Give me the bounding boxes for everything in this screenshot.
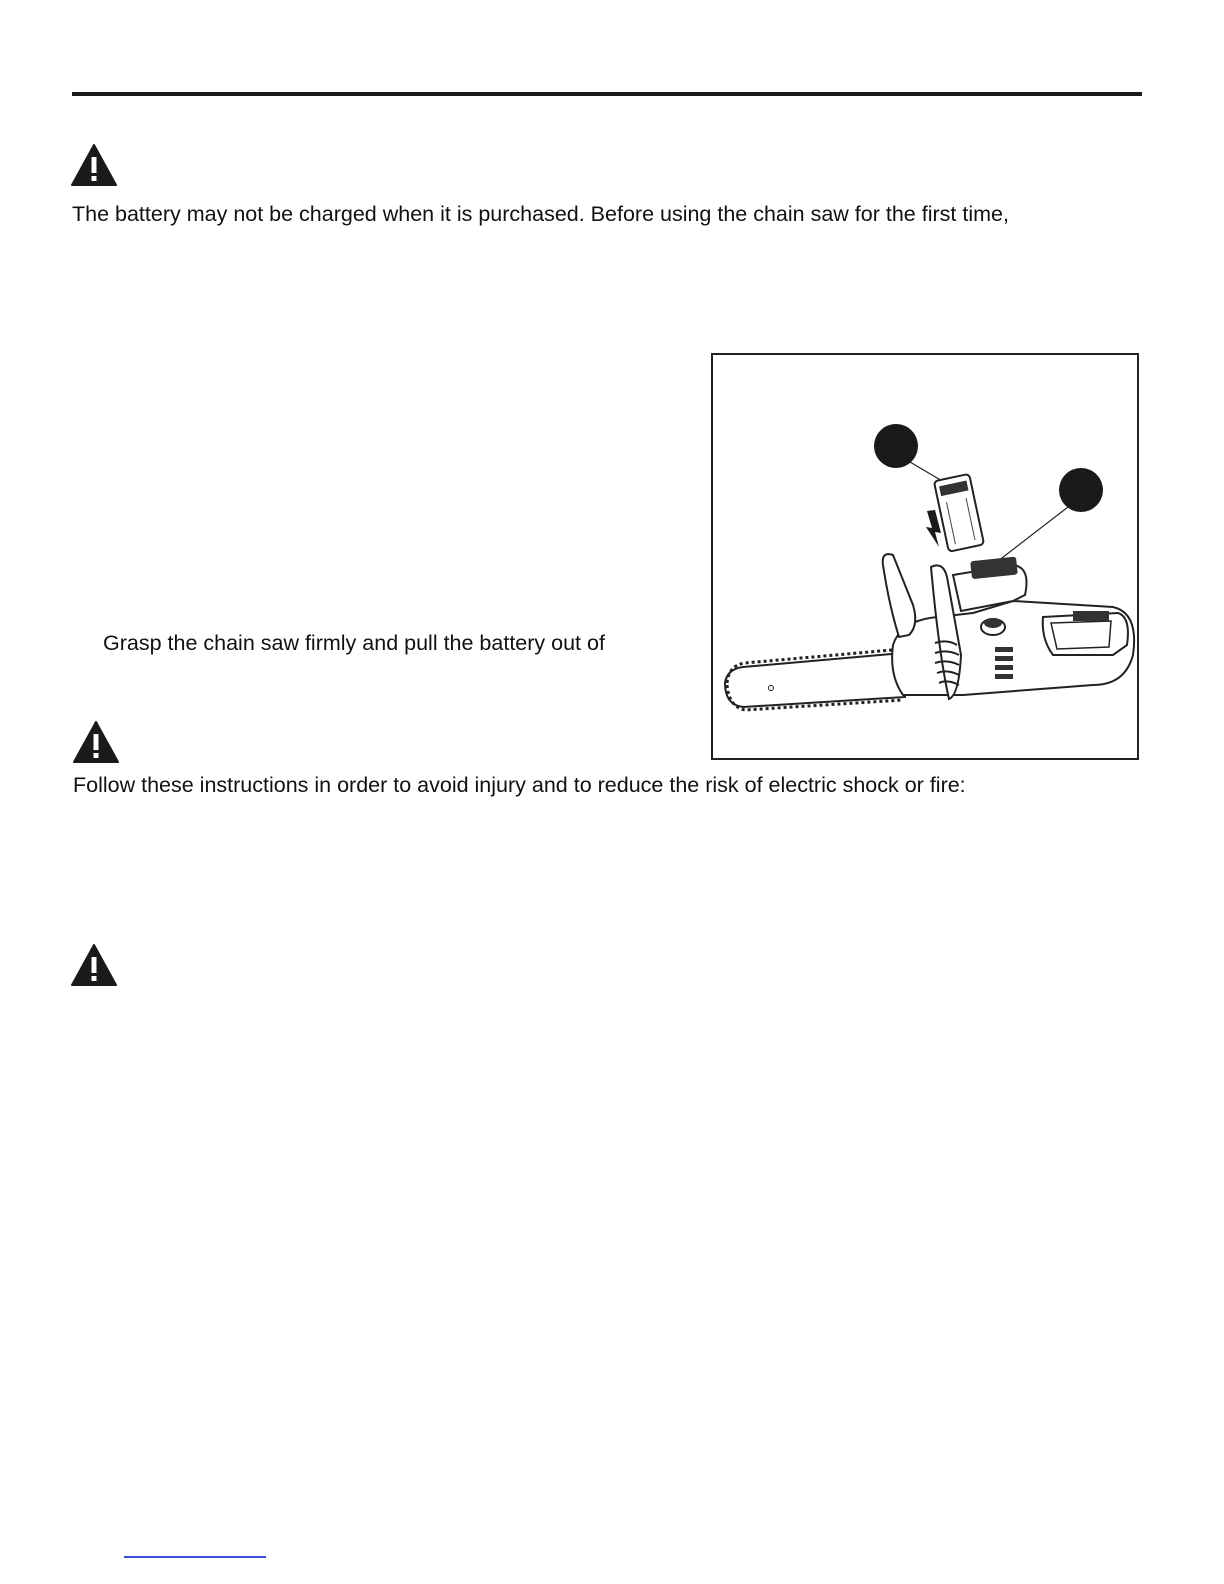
chainsaw-battery-figure xyxy=(711,353,1139,760)
callout-2 xyxy=(1059,468,1103,512)
insert-arrow xyxy=(926,510,941,547)
callout-1 xyxy=(874,424,918,468)
hand-guard xyxy=(883,554,916,637)
header-rule xyxy=(72,92,1142,96)
warning-triangle-icon xyxy=(70,143,118,187)
footer-link-underline[interactable] xyxy=(124,1556,266,1558)
warning-safety-text: Follow these instructions in order to avoid injury and to reduce the risk of electric shock or fire: xyxy=(73,773,966,797)
chainsaw-battery-insert-illustration xyxy=(713,355,1141,762)
warning-triangle-icon xyxy=(70,943,118,987)
battery-removal-step: Grasp the chain saw firmly and pull the battery out of xyxy=(103,631,605,655)
battery-pack xyxy=(934,474,984,552)
warning-battery-text: The battery may not be charged when it is purchased. Before using the chain saw for the first time, xyxy=(72,202,1009,226)
warning-triangle-icon xyxy=(72,720,120,764)
